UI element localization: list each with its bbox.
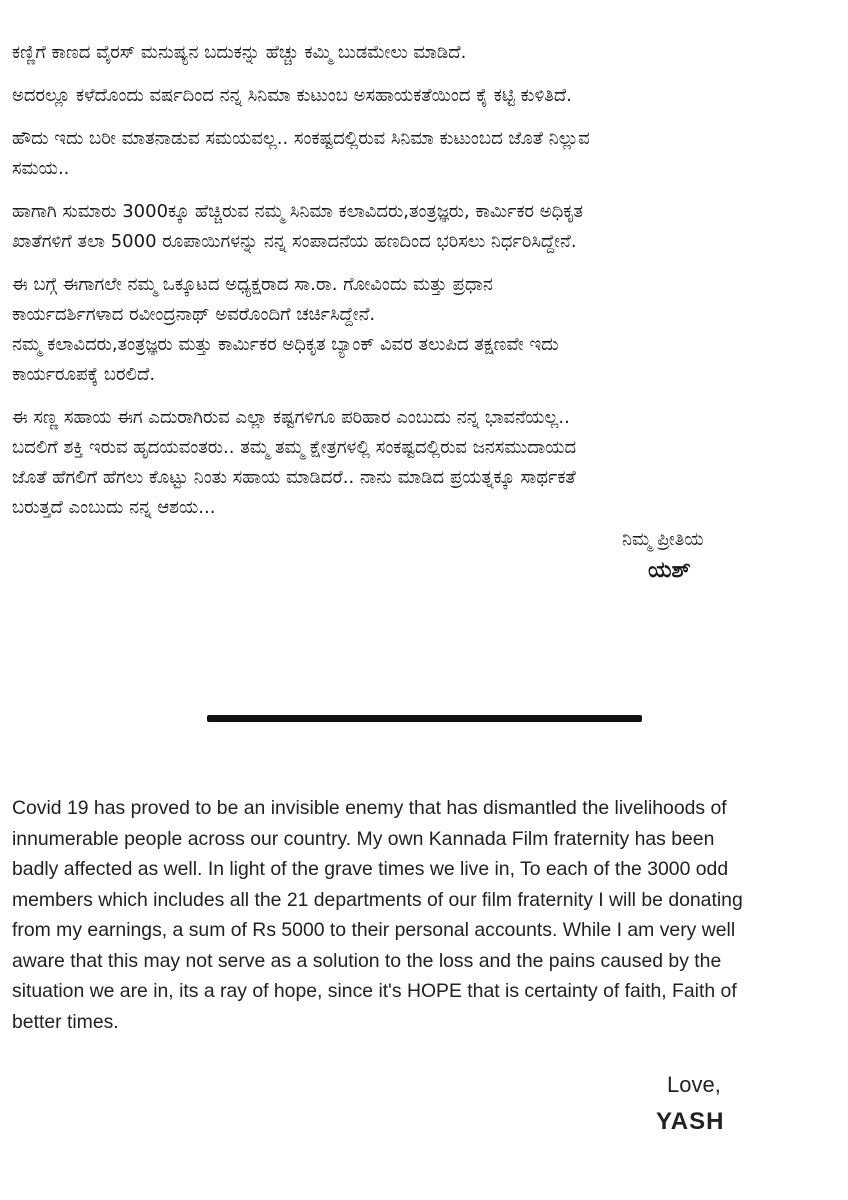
kannada-line: ಈ ಬಗ್ಗೆ ಈಗಾಗಲೇ ನಮ್ಮ ಒಕ್ಕೂಟದ ಅಧ್ಯಕ್ಷರಾದ ಸಾ.ರಾ. ಗೋವಿಂದು ಮತ್ತು ಪ್ರಧಾನ [12, 274, 493, 295]
english-line: better times. [12, 1010, 119, 1033]
english-line: badly affected as well. In light of the grave times we live in, To each of the 3000 odd [12, 858, 729, 880]
kannada-paragraph-3 [12, 124, 838, 184]
kannada-line: ಕಣ್ಣಿಗೆ ಕಾಣದ ವೈರಸ್ ಮನುಷ್ಯನ ಬದುಕನ್ನು ಹೆಚ್ಚು ಕಮ್ಮಿ ಬುಡಮೇಲು ಮಾಡಿದೆ. [12, 42, 467, 63]
kannada-line: ಕಾರ್ಯದರ್ಶಿಗಳಾದ ರವೀಂದ್ರನಾಥ್ ಅವರೊಂದಿಗೆ ಚರ್ಚಿಸಿದ್ದೇನೆ. [12, 304, 376, 325]
english-line: from my earnings, a sum of Rs 5000 to their personal accounts. While I am very well [12, 919, 736, 941]
kannada-line: ನಮ್ಮ ಕಲಾವಿದರು,ತಂತ್ರಜ್ಞರು ಮತ್ತು ಕಾರ್ಮಿಕರ ಅಧಿಕೃತ ಬ್ಯಾಂಕ್ ವಿವರ ತಲುಪಿದ ತಕ್ಷಣವೇ ಇದು [12, 334, 559, 355]
kannada-line: ಬದಲಿಗೆ ಶಕ್ತಿ ಇರುವ ಹೃದಯವಂತರು.. ತಮ್ಮ ತಮ್ಮ ಕ್ಷೇತ್ರಗಳಲ್ಲಿ ಸಂಕಷ್ಟದಲ್ಲಿರುವ ಜನಸಮುದಾಯದ [12, 437, 577, 458]
kannada-paragraph-4 [12, 197, 838, 257]
kannada-paragraph-1 [12, 38, 838, 68]
kannada-line: ಖಾತೆಗಳಿಗೆ ತಲಾ 5000 ರೂಪಾಯಿಗಳನ್ನು ನನ್ನ ಸಂಪಾದನೆಯ ಹಣದಿಂದ ಭರಿಸಲು ನಿರ್ಧರಿಸಿದ್ದೇನೆ. [12, 231, 577, 252]
kannada-line: ಅದರಲ್ಲೂ ಕಳೆದೊಂದು ವರ್ಷದಿಂದ ನನ್ನ ಸಿನಿಮಾ ಕುಟುಂಬ ಅಸಹಾಯಕತೆಯಿಂದ ಕೈ ಕಟ್ಟಿ ಕುಳಿತಿದೆ. [12, 85, 572, 106]
english-signature-name: YASH [656, 1108, 725, 1135]
kannada-line: ಕಾರ್ಯರೂಪಕ್ಕೆ ಬರಲಿದೆ. [12, 364, 156, 385]
kannada-signoff [622, 526, 842, 583]
kannada-paragraph-6 [12, 403, 838, 523]
english-closing: Love, [667, 1072, 721, 1097]
english-line: aware that this may not serve as a solution to the loss and the pains caused by the [12, 949, 722, 972]
kannada-closing: ನಿಮ್ಮ ಪ್ರೀತಿಯ [622, 529, 704, 550]
english-line: members which includes all the 21 departments of our film fraternity I will be donating [12, 888, 743, 911]
kannada-line: ಈ ಸಣ್ಣ ಸಹಾಯ ಈಗ ಎದುರಾಗಿರುವ ಎಲ್ಲಾ ಕಷ್ಟಗಳಿಗೂ ಪರಿಹಾರ ಎಂಬುದು ನನ್ನ ಭಾವನೆಯಲ್ಲ.. [12, 407, 570, 428]
kannada-line: ಹಾಗಾಗಿ ಸುಮಾರು 3000ಕ್ಕೂ ಹೆಚ್ಚಿರುವ ನಮ್ಮ ಸಿನಿಮಾ ಕಲಾವಿದರು,ತಂತ್ರಜ್ಞರು, ಕಾರ್ಮಿಕರ ಅಧಿಕೃತ [12, 201, 584, 222]
english-signoff [656, 1070, 836, 1136]
english-line: Covid 19 has proved to be an invisible enemy that has dismantled the livelihoods of [12, 797, 727, 819]
section-divider [207, 715, 642, 722]
kannada-line: ಬರುತ್ತದೆ ಎಂಬುದು ನನ್ನ ಆಶಯ... [12, 497, 216, 518]
kannada-line: ಹೌದು ಇದು ಬರೀ ಮಾತನಾಡುವ ಸಮಯವಲ್ಲ.. ಸಂಕಷ್ಟದಲ್ಲಿರುವ ಸಿನಿಮಾ ಕುಟುಂಬದ ಜೊತೆ ನಿಲ್ಲುವ [12, 128, 590, 149]
kannada-letter-body [12, 38, 838, 536]
english-line: situation we are in, its a ray of hope, since it's HOPE that is certainty of faith, Faith of [12, 980, 737, 1002]
kannada-line: ಸಮಯ.. [12, 158, 70, 179]
kannada-paragraph-5 [12, 270, 838, 390]
kannada-paragraph-2 [12, 81, 838, 111]
kannada-signature-name: ಯಶ್ [648, 558, 691, 583]
english-line: innumerable people across our country. My own Kannada Film fraternity has been [12, 827, 715, 850]
kannada-line: ಜೊತೆ ಹೆಗಲಿಗೆ ಹೆಗಲು ಕೊಟ್ಟು ನಿಂತು ಸಹಾಯ ಮಾಡಿದರೆ.. ನಾನು ಮಾಡಿದ ಪ್ರಯತ್ನಕ್ಕೂ ಸಾರ್ಥಕತೆ [12, 467, 576, 488]
english-letter-body [12, 793, 838, 1037]
